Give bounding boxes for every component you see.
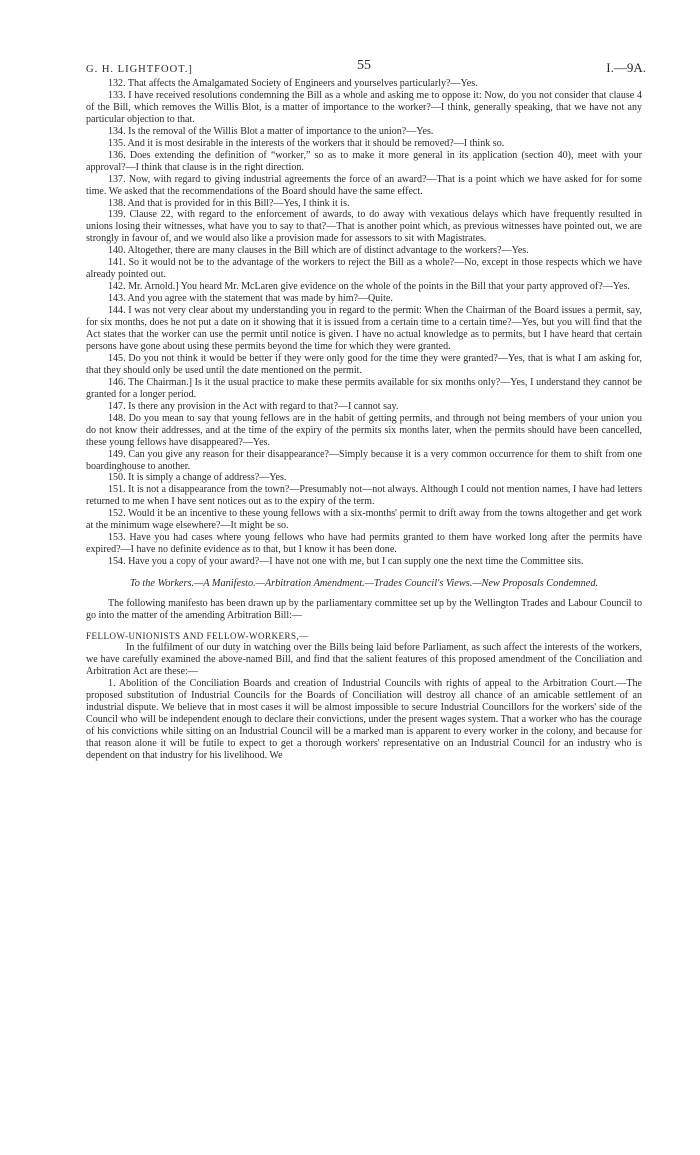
evidence-paragraph: 151. It is not a disappearance from the town?—Presumably not—not always. Although I could not mention names, I have had letters returned to me when I have sent notices out as to the expiry of the term. bbox=[86, 484, 642, 508]
evidence-paragraph: 154. Have you a copy of your award?—I have not one with me, but I can supply one the next time the Committee sits. bbox=[108, 556, 584, 568]
evidence-paragraph: 150. It is simply a change of address?—Yes. bbox=[108, 472, 287, 484]
evidence-paragraph: 144. I was not very clear about my understanding you in regard to the permit: When the Chairman of the Board issues a permit, say, for six months, does he not put a date on it showing that it is issued from a certain time to a certain time?—Yes, but you will find that the Act states that the worker can use the permit until notice is given. I have no actual knowledge as to permits, but I have heard that certain persons have gone about using these permits beyond the time for which they were granted. bbox=[86, 305, 642, 352]
evidence-paragraph: 143. And you agree with the statement that was made by him?—Quite. bbox=[108, 293, 393, 305]
evidence-paragraph: 149. Can you give any reason for their disappearance?—Simply because it is a very common occurrence for them to shift from one boardinghouse to another. bbox=[86, 448, 642, 472]
evidence-paragraph: 145. Do you not think it would be better if they were only good for the time they were granted?—Yes, that is what I am asking for, that they should only be used until the date mentioned on the permit. bbox=[86, 352, 642, 376]
evidence-paragraph: 152. Would it be an incentive to these young fellows with a six-months' permit to drift away from the towns altogether and get work at the minimum wage elsewhere?—It might be so. bbox=[86, 508, 642, 532]
evidence-paragraph: 140. Altogether, there are many clauses in the Bill which are of distinct advantage to the workers?—Yes. bbox=[108, 245, 529, 257]
evidence-section bbox=[86, 78, 642, 568]
page-number: 55 bbox=[357, 58, 371, 73]
evidence-paragraph: 142. Mr. Arnold.] You heard Mr. McLaren give evidence on the whole of the points in the Bill that your party approved of?—Yes. bbox=[108, 281, 630, 293]
evidence-paragraph: 136. Does extending the definition of “worker,” so as to make it more general in its application (section 40), meet with your approval?—I think that clause is in the right direction. bbox=[86, 149, 642, 173]
evidence-paragraph: 139. Clause 22, with regard to the enforcement of awards, to do away with vexatious delays which have frequently resulted in unions losing their witnesses, what have you to say to that?—That is another point which, as previous witnesses have pointed out, we are strongly in favour of, and we would also like a provision made for assessors to sit with Magistrates. bbox=[86, 209, 642, 245]
page-header bbox=[86, 56, 646, 78]
witness-name: G. H. LIGHTFOOT.] bbox=[86, 64, 193, 75]
evidence-paragraph: 133. I have received resolutions condemning the Bill as a whole and asking me to oppose it: Now, do you not consider that clause 4 of the Bill, which removes the Willis Blot, is a matter of importance to the worker?—I think, generally speaking, that we have not any particular objection to that. bbox=[86, 89, 642, 125]
manifesto-salutation: FELLOW-UNIONISTS AND FELLOW-WORKERS,— bbox=[86, 631, 309, 642]
evidence-paragraph: 134. Is the removal of the Willis Blot a matter of importance to the union?—Yes. bbox=[108, 125, 434, 137]
manifesto-paragraph: 1. Abolition of the Conciliation Boards and creation of Industrial Councils with rights of appeal to the Arbitration Court.—The proposed substitution of Industrial Councils for the Boards of Conciliation will destroy all chance of an amicable settlement of an industrial dispute. We believe that in most cases it will be almost impossible to secure Industrial Councillors for the workers' side of the Council who will be independent enough to declare their convictions, under the present wages system. That a worker who has the courage of his convictions while sitting on an Industrial Council will be a marked man is apparent to every worker in the colony, and because for that reason alone it will be futile to expect to get a thorough workers' representative on an Industrial Council for an industry who is dependent on that industry for his livelihood. We bbox=[86, 678, 642, 761]
evidence-paragraph: 138. And that is provided for in this Bill?—Yes, I think it is. bbox=[108, 197, 350, 209]
manifesto-paragraph: In the fulfilment of our duty in watching over the Bills being laid before Parliament, as such affect the interests of the workers, we have carefully examined the above-named Bill, and find that the salient features of this proposed amendment of the Conciliation and Arbitration Act are these:— bbox=[86, 642, 642, 678]
evidence-paragraph: 137. Now, with regard to giving industrial agreements the force of an award?—That is a point which we have asked for for some time. We asked that the recommendations of the Board should have the same effect. bbox=[86, 173, 642, 197]
evidence-paragraph: 153. Have you had cases where young fellows who have had permits granted to them have worked long after the permits have expired?—I have no definite evidence as to that, but I know it has been done. bbox=[86, 532, 642, 556]
manifesto-intro: The following manifesto has been drawn up by the parliamentary committee set up by the Wellington Trades and Labour Council to go into the matter of the amending Arbitration Bill:— bbox=[86, 598, 642, 622]
evidence-paragraph: 147. Is there any provision in the Act with regard to that?—I cannot say. bbox=[108, 400, 399, 412]
document-page bbox=[86, 56, 646, 762]
evidence-paragraph: 141. So it would not be to the advantage of the workers to reject the Bill as a whole?—No, except in those respects which we have already pointed out. bbox=[86, 257, 642, 281]
evidence-paragraph: 132. That affects the Amalgamated Society of Engineers and yourselves particularly?—Yes. bbox=[108, 78, 478, 89]
evidence-paragraph: 148. Do you mean to say that young fellows are in the habit of getting permits, and through not being members of your union you do not know their addresses, and at the time of the expiry of the permits six months later, when the permits should have been cancelled, these young fellows have disappeared?—Yes. bbox=[86, 412, 642, 448]
evidence-paragraph: 135. And it is most desirable in the interests of the workers that it should be removed?—I think so. bbox=[108, 137, 505, 149]
section-heading: To the Workers.—A Manifesto.—Arbitration Amendment.—Trades Council's Views.—New Proposals Condemned. bbox=[129, 578, 599, 590]
evidence-paragraph: 146. The Chairman.] Is it the usual practice to make these permits available for six months only?—Yes, I understand they cannot be granted for a longer period. bbox=[86, 376, 642, 400]
paper-reference: I.—9A. bbox=[606, 60, 646, 75]
